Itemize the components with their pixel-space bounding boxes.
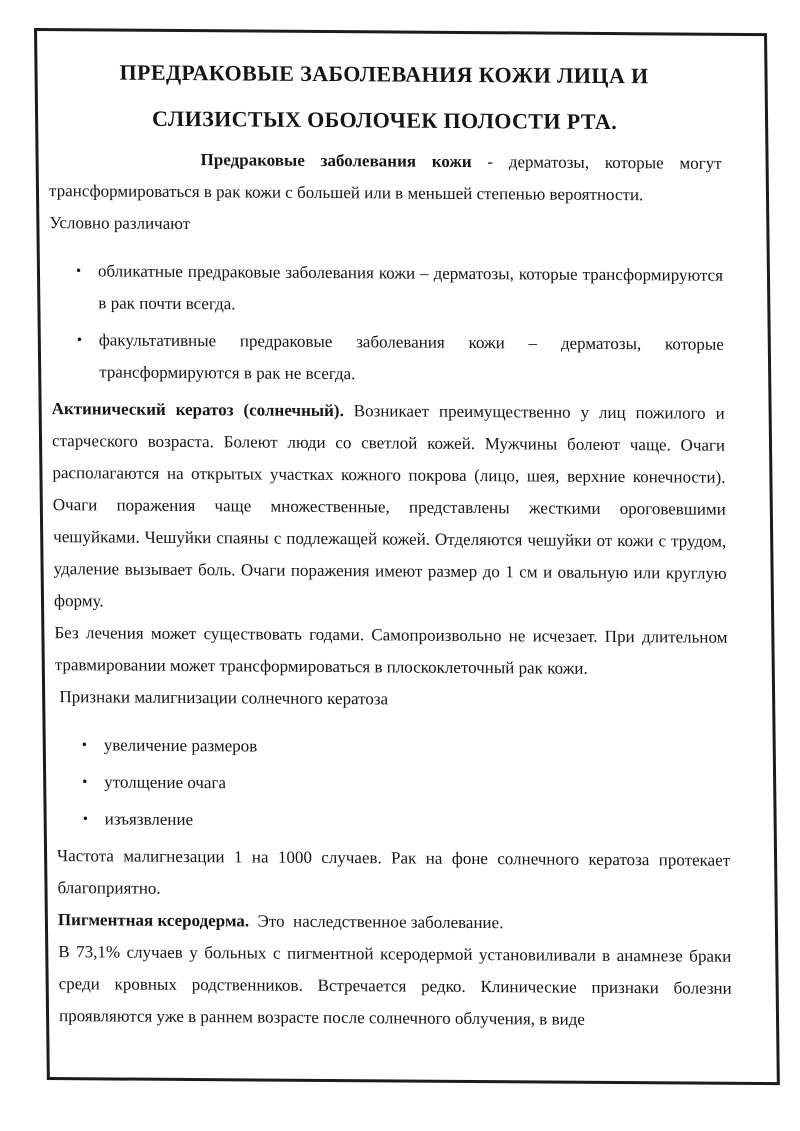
paragraph [55,681,728,718]
text-run: утолщение очага [104,772,227,793]
paragraph [54,617,728,686]
text-run: Это наследственное заболевание. [248,911,504,933]
text-run: Возникает преимущественно у лиц пожилого и старческого возраста. Болеют люди со светлой кожей. Мужчины болеют чаще. Очаги располагаются на открытых участках кожного покрова (лицо, шея, верхние конечности). Очаги поражения чаще множественные, представлены жесткими ороговевшими чешуйками. Чешуйки спаяны с подлежащей кожей. Отделяются чешуйки от кожи с трудом, удаление вызывает боль. Очаги поражения имеют размер до 1 см и овальную или круглую форму. [51,401,727,611]
text-run: Частота малигнезации 1 на 1000 случаев. Рак на фоне солнечного кератоза протекает благоприятно. [56,846,731,898]
document-content [47,49,732,1037]
paragraph [48,143,722,212]
text-run: Условно различают [49,213,191,234]
bullet-list [56,729,730,840]
bold-text-run: Пигментная ксеродерма. [57,910,250,931]
bullet-marker-icon: • [82,774,88,791]
text-run: обликатные предраковые заболевания кожи – дерматозы, которые трансформируются в рак почти всегда. [97,261,724,314]
bullet-item [56,766,729,803]
bullet-item [51,324,725,393]
title-line-1: ПРЕДРАКОВЫЕ ЗАБОЛЕВАНИЯ КОЖИ ЛИЦА И [119,59,649,89]
text-run: Без лечения может существовать годами. Самопроизвольно не исчезает. При длительном травмировании может трансформироваться в плоскоклеточный рак кожи. [54,623,728,678]
text-run: изъязвление [104,809,194,830]
text-run: Признаки малигнизации солнечного кератоза [55,687,389,709]
paragraph [57,840,731,909]
bullet-marker-icon: • [82,811,89,828]
bullet-list [50,255,725,393]
bullet-marker-icon: • [76,332,83,349]
bullet-marker-icon: • [81,737,88,754]
paragraph [51,393,727,622]
bullet-item [56,729,729,766]
paragraph [58,904,731,941]
title-line-2: СЛИЗИСТЫХ ОБОЛОЧЕК ПОЛОСТИ РТА. [151,105,618,135]
bold-text-run: Актинический кератоз (солнечный). [51,399,344,421]
text-run: - дерматозы, которые могут трансформироваться в рак кожи с большей или в меньшей степенью вероятности. [48,152,722,205]
text-run: В 73,1% случаев у больных с пигментной ксеродермой установиливали в анамнезе браки среди кровных родственников. Встречается редко. Клинические признаки болезни проявляются уже в раннем возрасте после солнечного облучения, в виде [58,942,732,1029]
document-title [47,49,721,146]
document-body [48,143,732,1037]
bullet-item [56,803,729,840]
paragraph [49,207,722,244]
paragraph [58,936,732,1037]
text-run: увеличение размеров [103,735,258,756]
bullet-marker-icon: • [75,263,82,280]
text-run: факультативные предраковые заболевания кожи – дерматозы, которые трансформируются в рак не всегда. [98,330,724,384]
bold-text-run: Предраковые заболевания кожи [200,150,472,172]
page-border-frame [34,28,780,1085]
bullet-item [50,255,724,324]
